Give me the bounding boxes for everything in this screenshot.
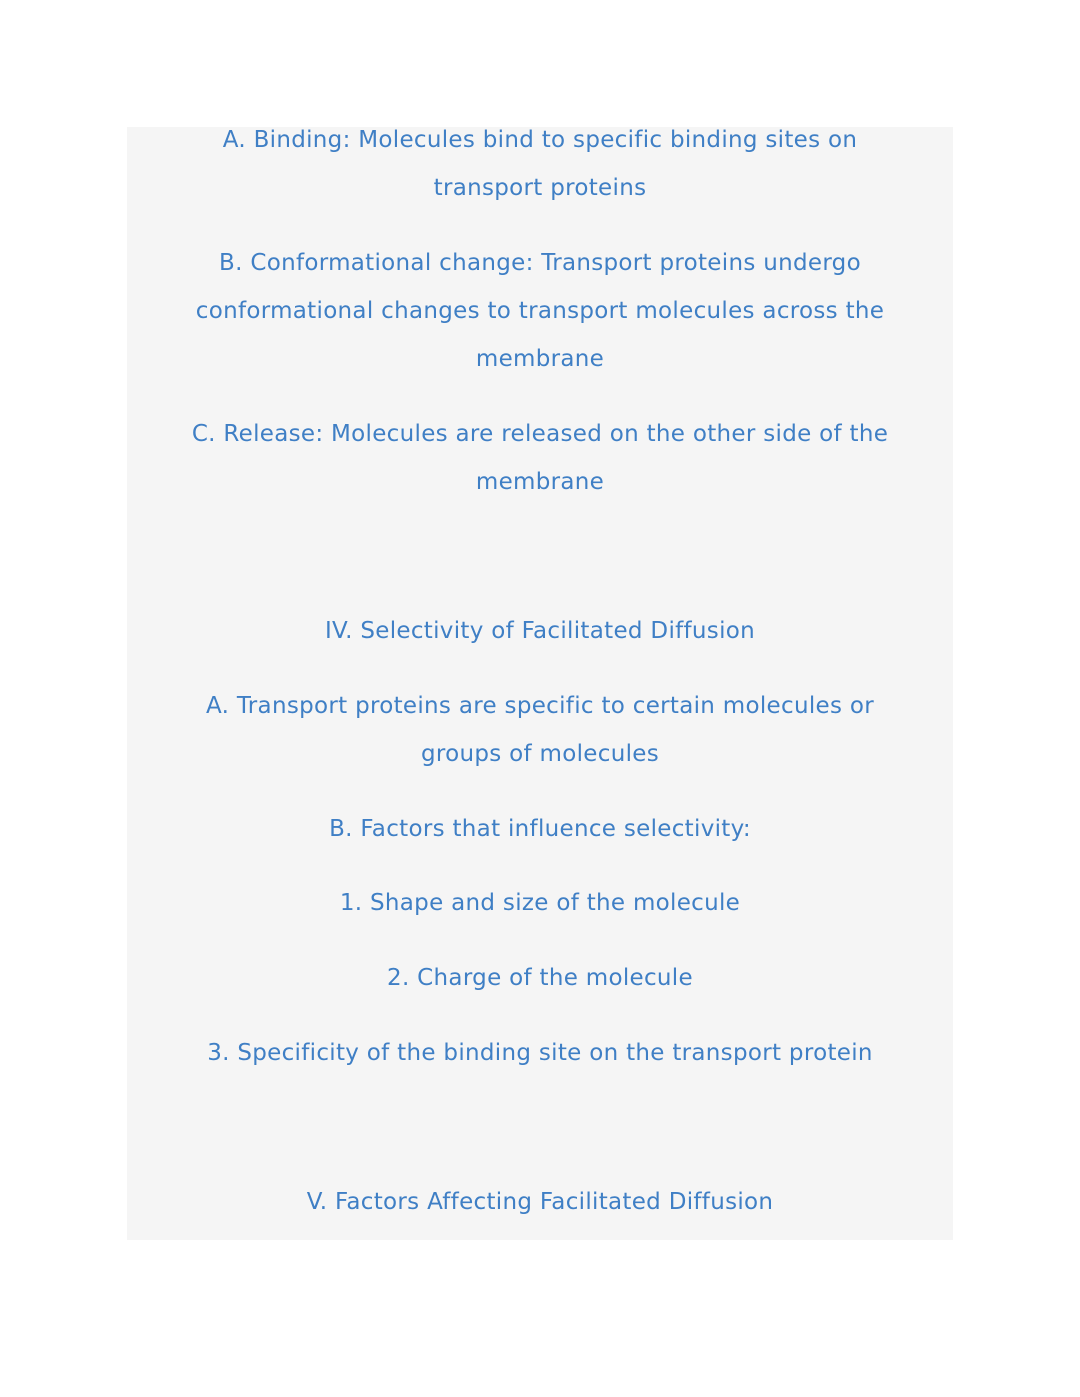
release-line-2: membrane	[475, 469, 605, 495]
factor-item-2: 2. Charge of the molecule	[387, 965, 693, 991]
factor-item-1: 1. Shape and size of the molecule	[339, 890, 741, 916]
binding-line-1: A. Binding: Molecules bind to specific binding sites on	[222, 127, 858, 153]
binding-line-2: transport proteins	[433, 175, 647, 201]
specificity-line-1: A. Transport proteins are specific to certain molecules or	[205, 693, 874, 719]
factors-heading: B. Factors that influence selectivity:	[329, 816, 751, 842]
conformational-line-3: membrane	[475, 346, 605, 372]
section-heading-iv: IV. Selectivity of Facilitated Diffusion	[324, 618, 756, 644]
release-line-1: C. Release: Molecules are released on the other side of the	[191, 421, 889, 447]
conformational-line-2: conformational changes to transport molecules across the	[195, 298, 885, 324]
factor-item-3: 3. Specificity of the binding site on the transport protein	[207, 1040, 873, 1066]
conformational-line-1: B. Conformational change: Transport proteins undergo	[219, 250, 861, 276]
specificity-line-2: groups of molecules	[420, 741, 660, 767]
document-panel	[127, 127, 953, 1240]
section-heading-v: V. Factors Affecting Facilitated Diffusion	[306, 1189, 774, 1215]
